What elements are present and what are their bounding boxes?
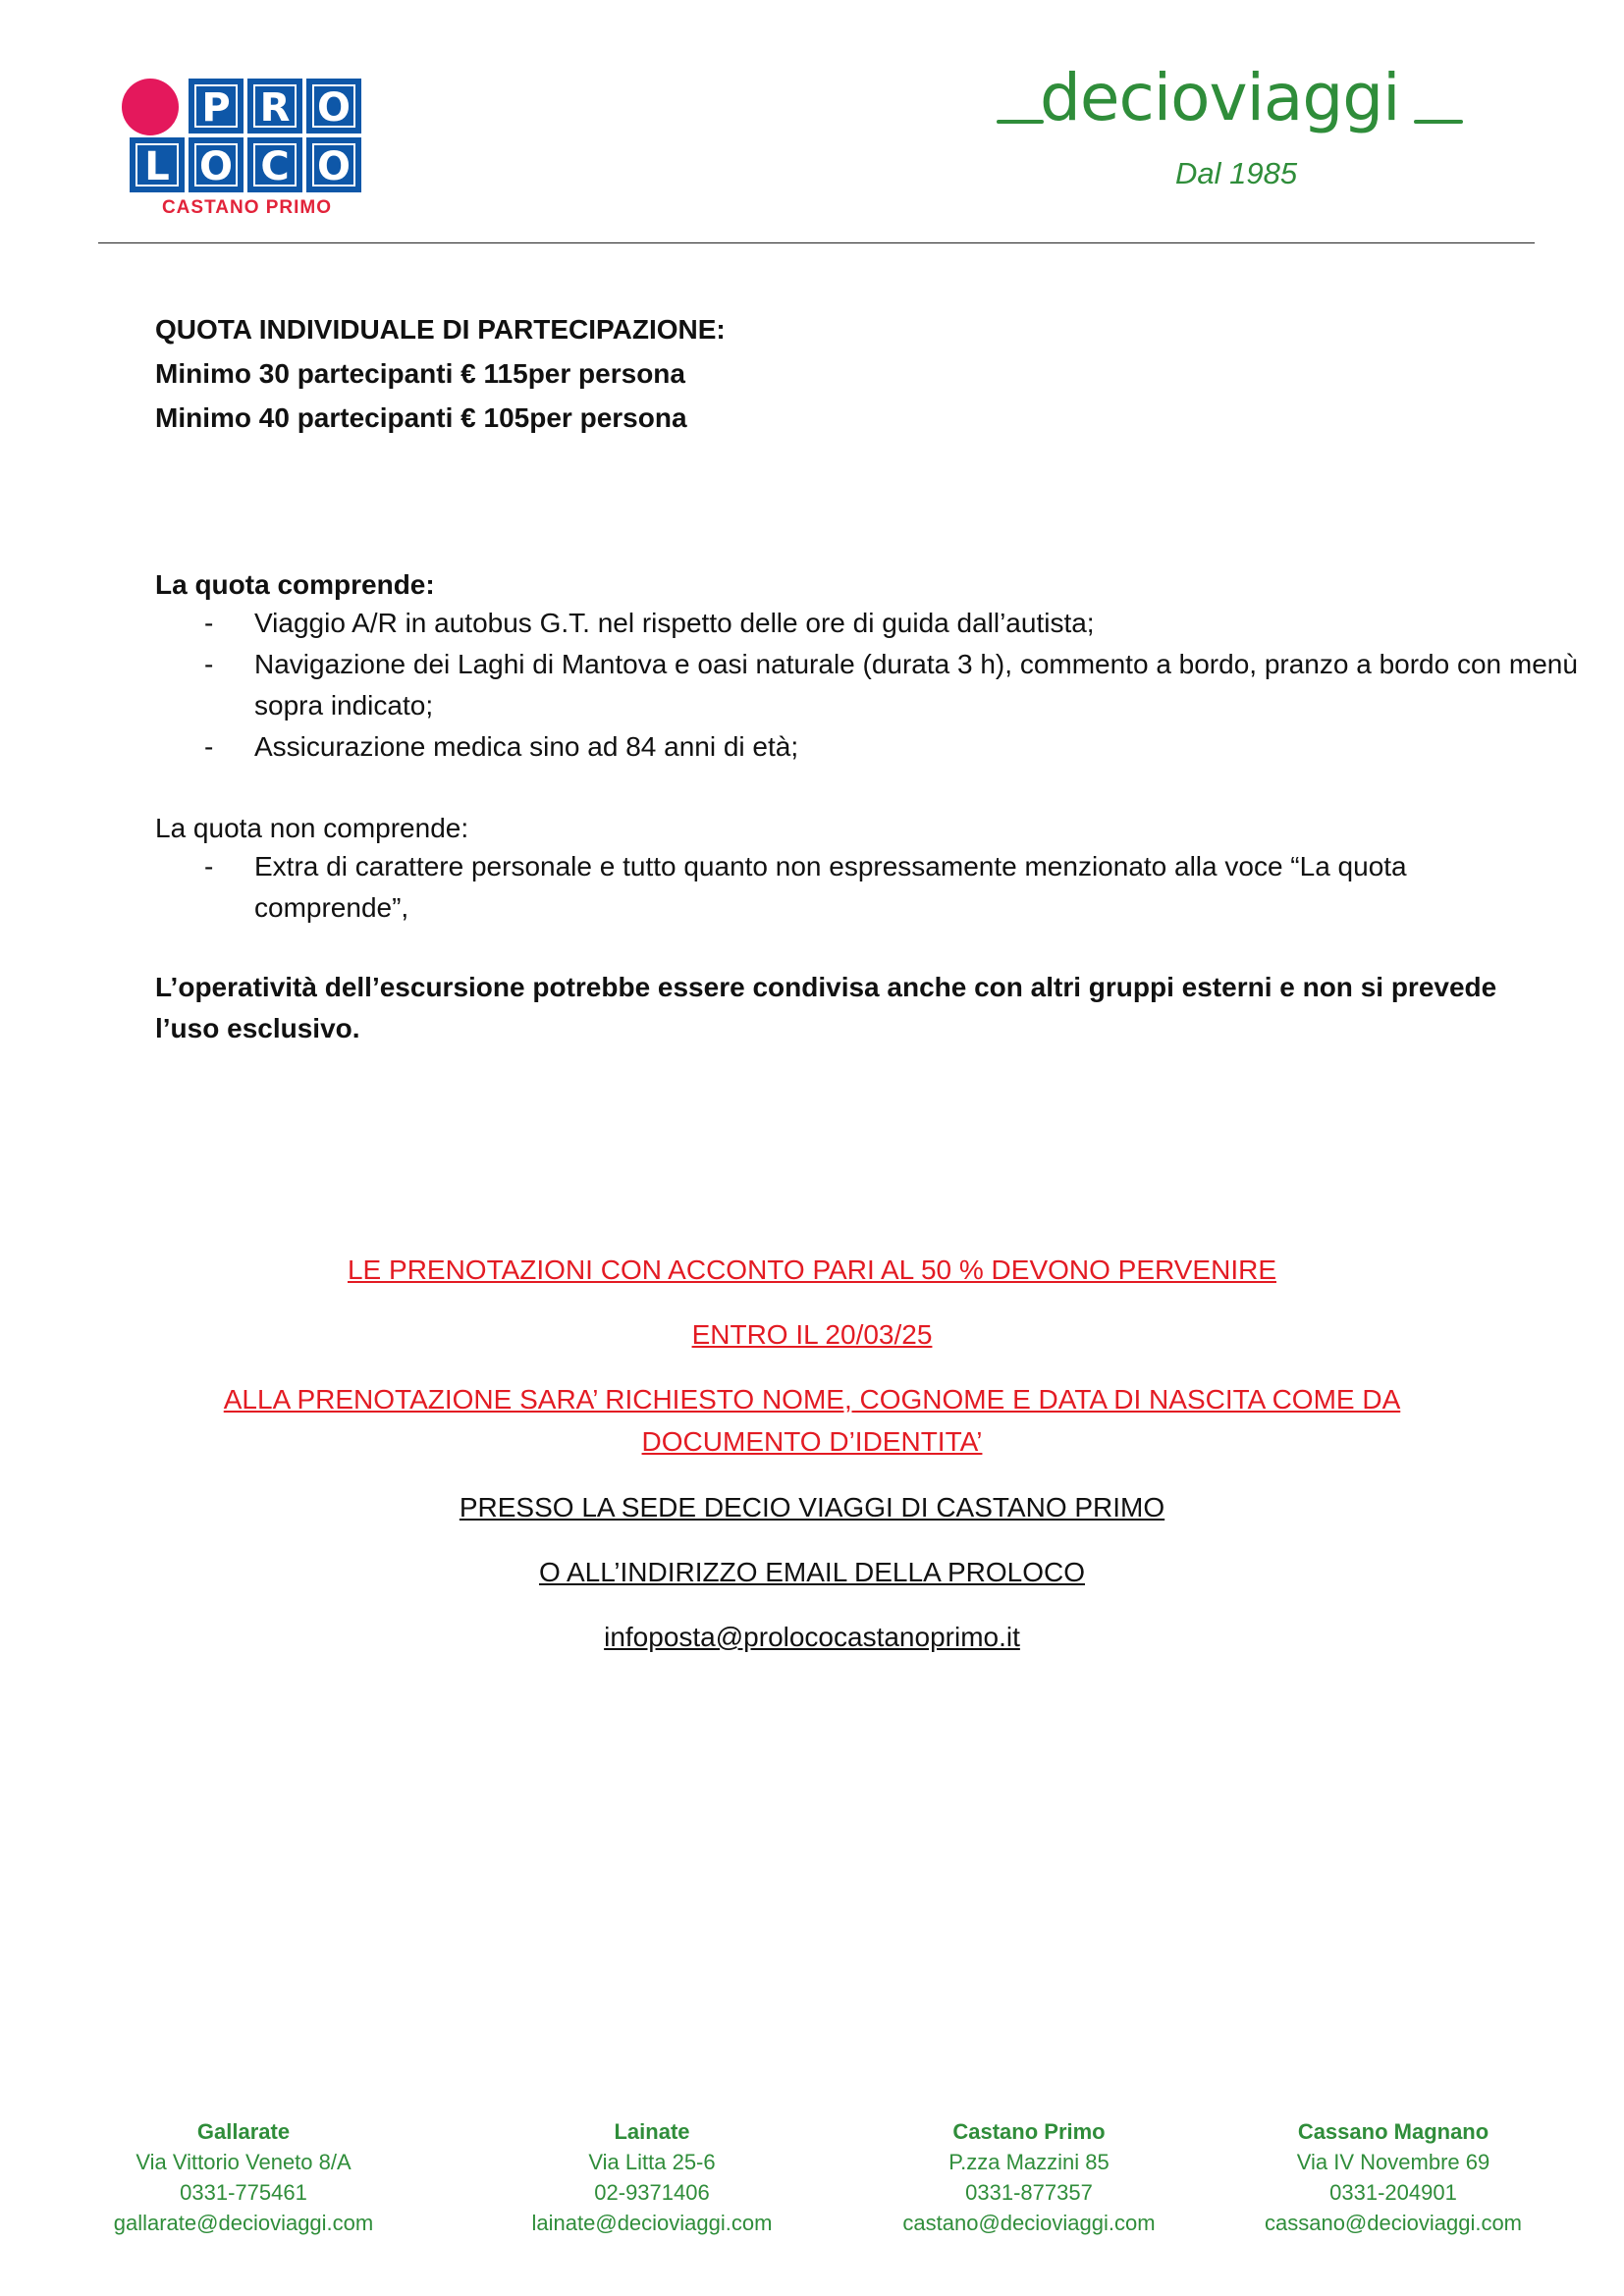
proloco-logo (122, 79, 372, 218)
office-lainate: Lainate Via Litta 25-6 02-9371406 lainate@decioviaggi.com (475, 2116, 829, 2238)
quota-line: Minimo 40 partecipanti € 105per persona (155, 402, 687, 433)
quota-heading: QUOTA INDIVIDUALE DI PARTECIPAZIONE: (155, 314, 726, 345)
office-cassano-magnano: Cassano Magnano Via IV Novembre 69 0331-204901 cassano@decioviaggi.com (1217, 2116, 1570, 2238)
booking-location: PRESSO LA SEDE DECIO VIAGGI DI CASTANO PRIMO (459, 1492, 1165, 1522)
booking-email-intro: O ALL’INDIRIZZO EMAIL DELLA PROLOCO (538, 1557, 1086, 1587)
header-divider (98, 242, 1535, 243)
logo-letter: R (247, 79, 302, 133)
logo-letter: O (306, 79, 361, 133)
office-gallarate: Gallarate Via Vittorio Veneto 8/A 0331-775461 gallarate@decioviaggi.com (67, 2116, 420, 2238)
pink-dot-icon (122, 79, 179, 135)
logo-underline-left (997, 120, 1044, 124)
logo-letter: L (130, 137, 185, 192)
logo-letter: C (247, 137, 302, 192)
booking-deadline: ENTRO IL 20/03/25 (691, 1319, 933, 1350)
logo-letter: O (189, 137, 244, 192)
booking-line: ALLA PRENOTAZIONE SARA’ RICHIESTO NOME, COGNOME E DATA DI NASCITA COME DA (223, 1384, 1401, 1415)
decioviaggi-wordmark: decioviaggi (1040, 60, 1400, 135)
non-comprende-heading: La quota non comprende: (155, 813, 469, 843)
logo-letter: O (306, 137, 361, 192)
logo-underline-right (1414, 120, 1463, 124)
booking-line: LE PRENOTAZIONI CON ACCONTO PARI AL 50 % DEVONO PERVENIRE (347, 1255, 1276, 1285)
operativity-note: L’operatività dell’escursione potrebbe essere condivisa anche con altri gruppi esterni e non si prevede l’uso esclusivo. (155, 972, 1497, 1043)
quota-line: Minimo 30 partecipanti € 115per persona (155, 358, 685, 389)
booking-email-link[interactable]: infoposta@prolococastanoprimo.it (604, 1622, 1020, 1652)
booking-line: DOCUMENTO D’IDENTITA’ (641, 1426, 983, 1457)
logo-letter: P (189, 79, 244, 133)
office-email[interactable]: castano@decioviaggi.com (902, 2211, 1156, 2235)
office-email[interactable]: lainate@decioviaggi.com (531, 2211, 773, 2235)
office-email[interactable]: gallarate@decioviaggi.com (113, 2211, 374, 2235)
office-email[interactable]: cassano@decioviaggi.com (1264, 2211, 1523, 2235)
proloco-subtitle: CASTANO PRIMO (161, 197, 333, 218)
decioviaggi-since: Dal 1985 (1175, 156, 1298, 190)
decioviaggi-logo (997, 59, 1488, 206)
office-castano-primo: Castano Primo P.zza Mazzini 85 0331-877357 castano@decioviaggi.com (852, 2116, 1206, 2238)
comprende-heading: La quota comprende: (155, 569, 435, 600)
